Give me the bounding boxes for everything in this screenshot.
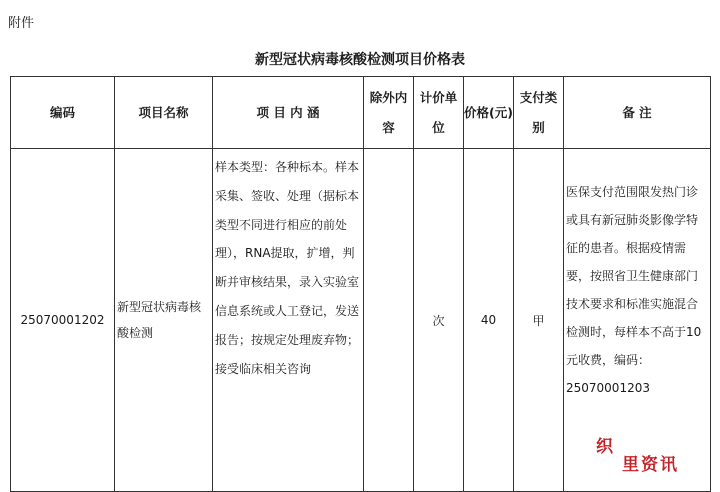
table-header-row <box>11 77 711 149</box>
header-code: 编码 <box>11 77 115 149</box>
cell-unit: 次 <box>414 149 464 492</box>
cell-content: 样本类型：各种标本。样本采集、签收、处理（据标本类型不同进行相应的前处理），RNA提取，扩增，判断并审核结果，录入实验室信息系统或人工登记，发送报告；按规定处理废弃物；接受临床相关咨询 <box>213 149 364 492</box>
header-remarks: 备 注 <box>564 77 711 149</box>
document-title: 新型冠状病毒核酸检测项目价格表 <box>255 52 465 68</box>
cell-exclusions <box>364 149 414 492</box>
header-item-name: 项目名称 <box>115 77 213 149</box>
header-exclusions: 除外内容 <box>364 77 414 149</box>
watermark-line1: 织 <box>596 437 613 457</box>
cell-code: 25070001202 <box>11 149 115 492</box>
cell-payment-type: 甲 <box>514 149 564 492</box>
price-table <box>10 76 711 492</box>
cell-price: 40 <box>464 149 514 492</box>
header-payment-type: 支付类别 <box>514 77 564 149</box>
header-unit: 计价单位 <box>414 77 464 149</box>
cell-item-name: 新型冠状病毒核酸检测 <box>115 149 213 492</box>
header-price: 价格(元) <box>464 77 514 149</box>
watermark-logo <box>596 432 706 475</box>
cell-remarks: 医保支付范围限发热门诊或具有新冠肺炎影像学特征的患者。根据疫情需要，按照省卫生健康部门技术要求和标准实施混合检测时，每样本不高于10元收费，编码：25070001203 <box>564 149 711 492</box>
watermark-line2: 里资讯 <box>622 455 679 475</box>
attachment-label: 附件 <box>8 16 35 31</box>
header-content: 项 目 内 涵 <box>213 77 364 149</box>
